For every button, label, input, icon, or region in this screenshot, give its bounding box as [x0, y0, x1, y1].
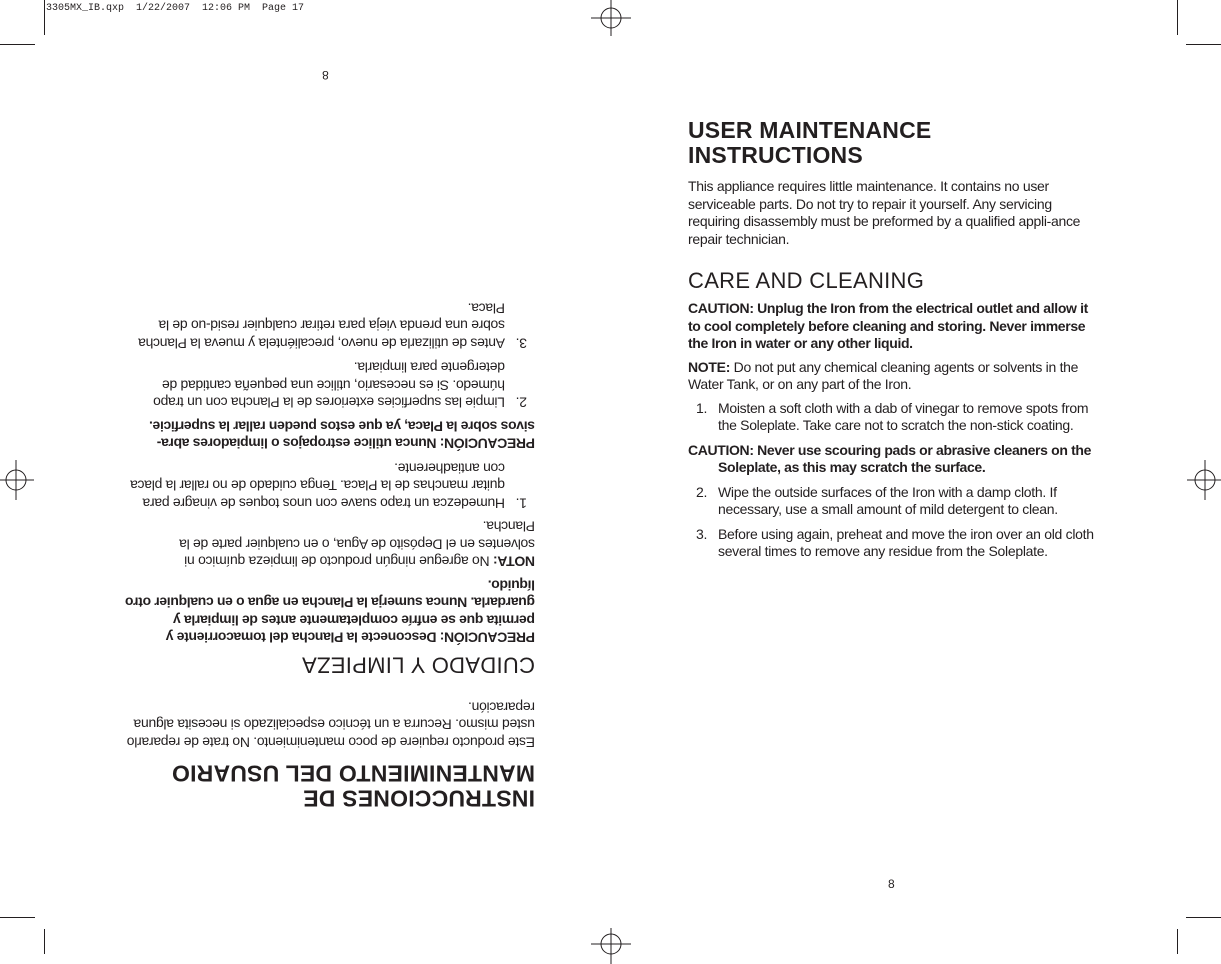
english-page-number: 8	[888, 877, 895, 891]
spanish-section-heading: CUIDADO Y LIMPIEZA	[301, 653, 535, 678]
english-note-text: Do not put any chemical cleaning agents or solvents in the Water Tank, or on any part of the Iron.	[688, 358, 1079, 392]
crop-mark-bottom-right-vertical	[1177, 929, 1178, 954]
spanish-note-text: No agregue ningún producto de limpieza químico ni solventes en el Depósito de Agua, o en cualquier parte de la Plancha.	[179, 519, 535, 570]
crop-mark-top-right-horizontal	[1186, 44, 1221, 45]
english-caution-scouring: CAUTION: Never use scouring pads or abrasive cleaners on the Soleplate, as this may scratch the surface.	[688, 441, 1092, 475]
spanish-note-label: NOTA:	[493, 554, 535, 570]
spanish-caution-scouring: PRECAUCIÓN: Nunca utilice estropajos o limpiadores abra-sivos sobre la Placa, ya que estos pueden rallar la superficie.	[149, 418, 535, 452]
english-section-heading: CARE AND CLEANING	[688, 268, 925, 293]
spanish-title-line-1: INSTRUCCIONES DE	[303, 785, 535, 812]
registration-mark-top	[591, 0, 631, 40]
spanish-title-line-2: MANTENIMIENTO DEL USUARIO	[171, 760, 535, 787]
english-note-label: NOTE:	[688, 358, 731, 375]
spanish-caution-unplug: PRECAUCIÓN: Desconecte la Plancha del tomacorriente y permita que se enfríe completamente antes de limpiarla y guardarla. Nunca sumerja la Plancha en agua o en cualquier otro líquido.	[125, 577, 535, 646]
crop-mark-top-right-vertical	[1177, 0, 1178, 35]
spanish-step-1	[125, 459, 535, 512]
crop-mark-top-left-vertical	[44, 0, 45, 35]
crop-mark-top-left-horizontal	[0, 44, 35, 45]
english-caution-unplug: CAUTION: Unplug the Iron from the electrical outlet and allow it to cool completely before cleaning and storing. Never immerse the Iron in water or any other liquid.	[688, 300, 1088, 351]
crop-mark-bottom-right-horizontal	[1186, 917, 1221, 918]
spanish-column	[125, 292, 535, 811]
spanish-step-2-number: 2.	[515, 395, 527, 411]
spanish-page-number: 8	[322, 68, 329, 82]
spanish-intro: Este producto requiere de poco mantenimiento. No trate de repararlo usted mismo. Recurra a un técnico especializado si necesita alguna reparación.	[127, 699, 535, 751]
spanish-title	[125, 761, 535, 811]
spanish-step-2-text: Limpie las superficies exteriores de la Plancha con un trapo húmedo. Si es necesario, utilice una pequeña cantidad de detergente para limpiarla.	[153, 360, 505, 411]
print-slug-line: 3305MX_IB.qxp 1/22/2007 12:06 PM Page 17	[46, 3, 305, 14]
spanish-note	[125, 518, 535, 571]
english-title-line-2: INSTRUCTIONS	[688, 142, 863, 168]
english-title	[688, 118, 1098, 168]
english-intro: This appliance requires little maintenance. It contains no user serviceable parts. Do not try to repair it yourself. Any servicing requiring disassembly must be preformed by a qualified appli-ance repair technician.	[688, 178, 1081, 247]
english-step-3	[688, 526, 1098, 561]
english-step-3-text: Before using again, preheat and move the iron over an old cloth several times to remove any residue from the Soleplate.	[718, 525, 1094, 559]
english-column	[688, 118, 1098, 568]
spanish-step-3-text: Antes de utilizarla de nuevo, precaliéntela y mueva la Plancha sobre una prenda vieja para retirar cualquier resid-uo de la Placa.	[138, 300, 505, 352]
english-step-2-text: Wipe the outside surfaces of the Iron with a damp cloth. If necessary, use a small amount of mild detergent to clean.	[718, 483, 1058, 517]
english-step-1	[688, 400, 1098, 435]
english-step-1-number: 1.	[696, 399, 708, 416]
spanish-step-3-number: 3.	[515, 335, 527, 352]
english-step-2-number: 2.	[696, 483, 708, 500]
english-step-2	[688, 484, 1098, 519]
spanish-step-2	[125, 359, 535, 412]
english-step-3-number: 3.	[696, 525, 708, 542]
spanish-step-3	[125, 299, 535, 352]
spanish-step-1-number: 1.	[515, 495, 527, 512]
spanish-step-1-text: Humedezca un trapo suave con unos toques de vinagre para quitar manchas de la Placa. Tenga cuidado de no rallar la placa con antiadherente.	[130, 460, 505, 512]
english-step-1-text: Moisten a soft cloth with a dab of vinegar to remove spots from the Soleplate. Take care not to scratch the non-stick coating.	[718, 399, 1089, 433]
registration-mark-left	[0, 460, 38, 500]
english-note	[688, 359, 1098, 394]
crop-mark-bottom-left-vertical	[44, 929, 45, 954]
registration-mark-right	[1183, 460, 1221, 500]
crop-mark-bottom-left-horizontal	[0, 917, 35, 918]
registration-mark-bottom	[591, 924, 631, 964]
english-title-line-1: USER MAINTENANCE	[688, 117, 932, 143]
